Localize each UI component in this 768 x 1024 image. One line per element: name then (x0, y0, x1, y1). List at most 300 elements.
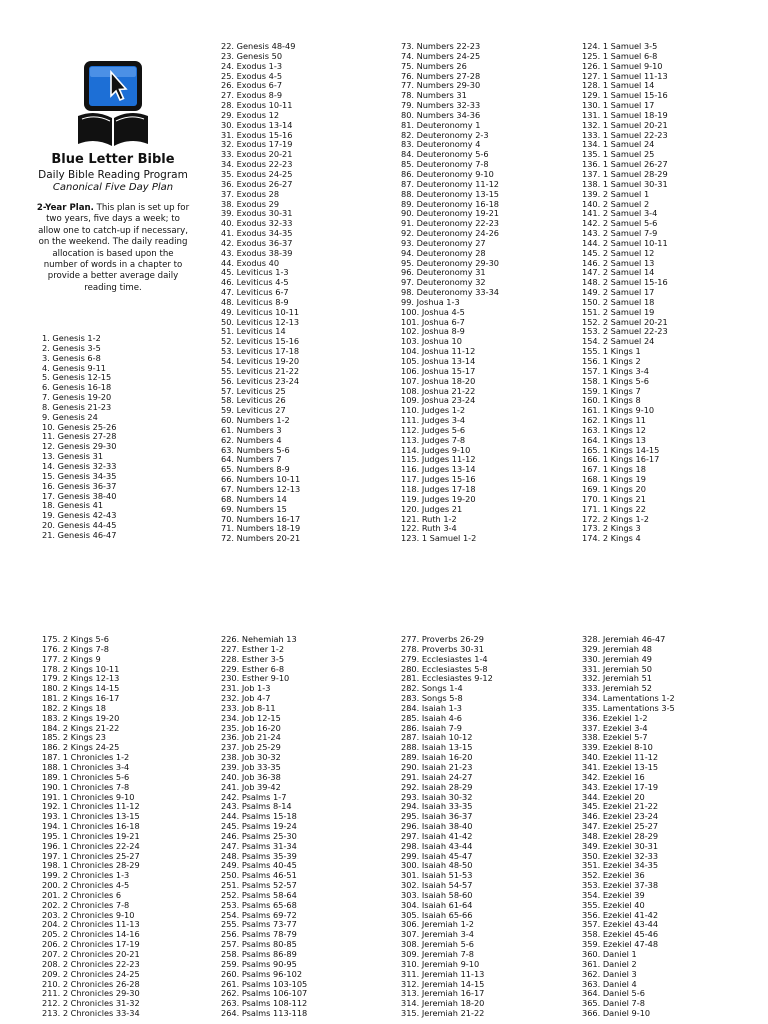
reading-entry: 25. Exodus 4-5 (221, 70, 283, 81)
reading-entry: 180. 2 Kings 14-15 (42, 683, 120, 694)
reading-entry: 46. Leviticus 4-5 (221, 277, 289, 288)
reading-entry: 238. Job 30-32 (221, 752, 281, 763)
reading-entry: 332. Jeremiah 51 (582, 673, 652, 684)
reading-entry: 278. Proverbs 30-31 (401, 643, 484, 654)
reading-entry: 26. Exodus 6-7 (221, 80, 283, 91)
reading-entry: 200. 2 Chronicles 4-5 (42, 880, 130, 891)
reading-entry: 241. Job 39-42 (221, 781, 281, 792)
reading-entry: 57. Leviticus 25 (221, 385, 286, 396)
reading-entry: 305. Isaiah 65-66 (401, 909, 473, 920)
reading-entry: 251. Psalms 52-57 (221, 880, 297, 891)
reading-entry: 126. 1 Samuel 9-10 (582, 60, 663, 71)
reading-entry: 336. Ezekiel 1-2 (582, 712, 648, 723)
reading-entry: 284. Isaiah 1-3 (401, 702, 462, 713)
reading-entry: 194. 1 Chronicles 16-18 (42, 821, 140, 832)
reading-entry: 106. Joshua 15-17 (401, 365, 476, 376)
reading-entry: 233. Job 8-11 (221, 702, 276, 713)
reading-entry: 356. Ezekiel 41-42 (582, 909, 659, 920)
reading-entry: 138. 1 Samuel 30-31 (582, 178, 668, 189)
reading-entry: 102. Joshua 8-9 (401, 326, 465, 337)
reading-entry: 191. 1 Chronicles 9-10 (42, 791, 135, 802)
reading-entry: 342. Ezekiel 16 (582, 771, 645, 782)
reading-entry: 198. 1 Chronicles 28-29 (42, 860, 140, 871)
reading-entry: 280. Ecclesiastes 5-8 (401, 663, 488, 674)
reading-entry: 13. Genesis 31 (42, 451, 104, 462)
reading-entry: 38. Exodus 29 (221, 198, 280, 209)
reading-entry: 297. Isaiah 41-42 (401, 830, 473, 841)
reading-entry: 300. Isaiah 48-50 (401, 860, 473, 871)
reading-entry: 161. 1 Kings 9-10 (582, 405, 655, 416)
reading-entry: 117. Judges 15-16 (401, 474, 476, 485)
reading-entry: 148. 2 Samuel 15-16 (582, 277, 668, 288)
reading-entry: 127. 1 Samuel 11-13 (582, 70, 668, 81)
reading-entry: 164. 1 Kings 13 (582, 434, 646, 445)
reading-entry: 60. Numbers 1-2 (221, 415, 290, 426)
reading-entry: 162. 1 Kings 11 (582, 415, 646, 426)
reading-entry: 151. 2 Samuel 19 (582, 306, 655, 317)
reading-entry: 187. 1 Chronicles 1-2 (42, 752, 130, 763)
reading-entry: 168. 1 Kings 19 (582, 474, 646, 485)
reading-entry: 79. Numbers 32-33 (401, 100, 481, 111)
reading-entry: 169. 1 Kings 20 (582, 483, 646, 494)
reading-entry: 120. Judges 21 (401, 503, 463, 514)
reading-entry: 303. Isaiah 58-60 (401, 889, 473, 900)
reading-entry: 354. Ezekiel 39 (582, 889, 645, 900)
reading-entry: 62. Numbers 4 (221, 434, 282, 445)
reading-entry: 69. Numbers 15 (221, 503, 287, 514)
reading-entry: 76. Numbers 27-28 (401, 70, 481, 81)
reading-entry: 132. 1 Samuel 20-21 (582, 119, 668, 130)
reading-entry: 308. Jeremiah 5-6 (401, 939, 474, 950)
reading-entry: 140. 2 Samuel 2 (582, 198, 650, 209)
reading-entry: 119. Judges 19-20 (401, 493, 476, 504)
reading-entry: 184. 2 Kings 21-22 (42, 722, 120, 733)
reading-entry: 159. 1 Kings 7 (582, 385, 641, 396)
reading-entry: 81. Deuteronomy 1 (401, 119, 481, 130)
reading-entry: 97. Deuteronomy 32 (401, 277, 486, 288)
reading-entry: 74. Numbers 24-25 (401, 50, 481, 61)
reading-entry: 95. Deuteronomy 29-30 (401, 257, 500, 268)
reading-entry: 114. Judges 9-10 (401, 444, 471, 455)
reading-entry: 22. Genesis 48-49 (221, 41, 296, 51)
reading-entry: 283. Songs 5-8 (401, 693, 463, 704)
reading-entry: 94. Deuteronomy 28 (401, 247, 486, 258)
reading-entry: 330. Jeremiah 49 (582, 653, 652, 664)
reading-entry: 63. Numbers 5-6 (221, 444, 290, 455)
reading-entry: 61. Numbers 3 (221, 424, 282, 435)
plan-desc-text: This plan is set up for two years, five days a week; to allow one to catch-up if necessary, on the weekend. The daily reading allocation is based upon the number of words in a chapter to provide a better average daily reading time. (38, 203, 190, 293)
reading-entry: 196. 1 Chronicles 22-24 (42, 840, 140, 851)
reading-entry: 182. 2 Kings 18 (42, 702, 106, 713)
reading-entry: 9. Genesis 24 (42, 411, 98, 422)
reading-entry: 234. Job 12-15 (221, 712, 281, 723)
reading-entry: 157. 1 Kings 3-4 (582, 365, 649, 376)
reading-entry: 29. Exodus 12 (221, 109, 280, 120)
bible-logo-icon (76, 58, 150, 150)
reading-entry: 181. 2 Kings 16-17 (42, 693, 120, 704)
reading-entry: 142. 2 Samuel 5-6 (582, 218, 658, 229)
reading-entry: 210. 2 Chronicles 26-28 (42, 978, 140, 989)
reading-entry: 158. 1 Kings 5-6 (582, 375, 649, 386)
reading-entry: 346. Ezekiel 23-24 (582, 811, 659, 822)
reading-entry: 133. 1 Samuel 22-23 (582, 129, 668, 140)
reading-entry: 312. Jeremiah 14-15 (401, 978, 485, 989)
reading-entry: 349. Ezekiel 30-31 (582, 840, 659, 851)
reading-entry: 309. Jeremiah 7-8 (401, 949, 474, 959)
reading-entry: 335. Lamentations 3-5 (582, 702, 675, 713)
reading-entry: 21. Genesis 46-47 (42, 529, 117, 540)
reading-entry: 100. Joshua 4-5 (401, 306, 465, 317)
reading-entry: 143. 2 Samuel 7-9 (582, 228, 658, 239)
reading-entry: 355. Ezekiel 40 (582, 899, 645, 910)
reading-entry: 364. Daniel 5-6 (582, 988, 645, 999)
plan-description (34, 203, 192, 294)
program-subtitle: Daily Bible Reading Program (38, 169, 188, 181)
reading-entry: 263. Psalms 108-112 (221, 998, 308, 1009)
reading-entry: 136. 1 Samuel 26-27 (582, 159, 668, 170)
reading-entry: 37. Exodus 28 (221, 188, 280, 199)
reading-entry: 165. 1 Kings 14-15 (582, 444, 660, 455)
reading-entry: 8. Genesis 21-23 (42, 401, 112, 412)
reading-entry: 358. Ezekiel 45-46 (582, 929, 659, 940)
reading-entry: 177. 2 Kings 9 (42, 653, 101, 664)
reading-entry: 239. Job 33-35 (221, 761, 281, 772)
app-title: Blue Letter Bible (51, 152, 175, 167)
reading-entry: 23. Genesis 50 (221, 50, 283, 61)
reading-entry: 134. 1 Samuel 24 (582, 139, 655, 150)
reading-entry: 178. 2 Kings 10-11 (42, 663, 120, 674)
reading-entry: 334. Lamentations 1-2 (582, 693, 675, 704)
reading-entry: 93. Deuteronomy 27 (401, 237, 486, 248)
reading-entry: 227. Esther 1-2 (221, 643, 285, 654)
reading-entry: 361. Daniel 2 (582, 958, 637, 969)
reading-entry: 298. Isaiah 43-44 (401, 840, 473, 851)
reading-entry: 33. Exodus 20-21 (221, 149, 293, 160)
reading-entry: 170. 1 Kings 21 (582, 493, 646, 504)
reading-entry: 172. 2 Kings 1-2 (582, 513, 649, 524)
reading-entry: 304. Isaiah 61-64 (401, 899, 473, 910)
reading-entry: 299. Isaiah 45-47 (401, 850, 473, 861)
reading-entry: 105. Joshua 13-14 (401, 356, 476, 366)
reading-entry: 70. Numbers 16-17 (221, 513, 301, 524)
reading-entry: 253. Psalms 65-68 (221, 899, 297, 910)
reading-entry: 286. Isaiah 7-9 (401, 722, 462, 733)
reading-entry: 277. Proverbs 26-29 (401, 634, 484, 644)
reading-entry: 211. 2 Chronicles 29-30 (42, 988, 140, 999)
reading-entry: 201. 2 Chronicles 6 (42, 889, 122, 900)
reading-entry: 139. 2 Samuel 1 (582, 188, 650, 199)
reading-entry: 91. Deuteronomy 22-23 (401, 218, 500, 229)
reading-entry: 212. 2 Chronicles 31-32 (42, 998, 140, 1009)
reading-entry: 110. Judges 1-2 (401, 405, 466, 416)
reading-entry: 86. Deuteronomy 9-10 (401, 168, 494, 179)
reading-entry: 260. Psalms 96-102 (221, 968, 303, 979)
reading-entry: 328. Jeremiah 46-47 (582, 634, 666, 644)
reading-entry: 228. Esther 3-5 (221, 653, 285, 664)
reading-entry: 281. Ecclesiastes 9-12 (401, 673, 493, 684)
reading-entry: 36. Exodus 26-27 (221, 178, 293, 189)
reading-entry: 331. Jeremiah 50 (582, 663, 652, 674)
reading-entry: 113. Judges 7-8 (401, 434, 466, 445)
reading-entry: 237. Job 25-29 (221, 742, 281, 753)
reading-entry: 292. Isaiah 28-29 (401, 781, 473, 792)
reading-entry: 56. Leviticus 23-24 (221, 375, 300, 386)
reading-entry: 247. Psalms 31-34 (221, 840, 297, 851)
reading-entry: 34. Exodus 22-23 (221, 159, 293, 170)
reading-entry: 131. 1 Samuel 18-19 (582, 109, 668, 120)
reading-entry: 359. Ezekiel 47-48 (582, 939, 659, 950)
reading-entry: 190. 1 Chronicles 7-8 (42, 781, 130, 792)
reading-entry: 236. Job 21-24 (221, 732, 281, 743)
reading-entry: 306. Jeremiah 1-2 (401, 919, 474, 930)
reading-entry: 30. Exodus 13-14 (221, 119, 293, 130)
reading-entry: 40. Exodus 32-33 (221, 218, 293, 229)
reading-entry: 340. Ezekiel 11-12 (582, 752, 659, 763)
reading-entry: 188. 1 Chronicles 3-4 (42, 761, 130, 772)
reading-entry: 264. Psalms 113-118 (221, 1008, 308, 1019)
reading-entry: 75. Numbers 26 (401, 60, 467, 71)
reading-entry: 68. Numbers 14 (221, 493, 287, 504)
reading-entry: 121. Ruth 1-2 (401, 513, 457, 524)
reading-entry: 128. 1 Samuel 14 (582, 80, 655, 91)
reading-entry: 287. Isaiah 10-12 (401, 732, 473, 743)
reading-entry: 307. Jeremiah 3-4 (401, 929, 474, 940)
reading-entry: 130. 1 Samuel 17 (582, 100, 655, 111)
reading-entry: 90. Deuteronomy 19-21 (401, 208, 500, 219)
reading-entry: 145. 2 Samuel 12 (582, 247, 655, 258)
reading-entry: 186. 2 Kings 24-25 (42, 742, 120, 753)
reading-entry: 204. 2 Chronicles 11-13 (42, 919, 140, 930)
reading-entry: 242. Psalms 1-7 (221, 791, 287, 802)
reading-entry: 122. Ruth 3-4 (401, 523, 457, 534)
reading-entry: 288. Isaiah 13-15 (401, 742, 473, 753)
reading-entry: 360. Daniel 1 (582, 949, 637, 959)
reading-entry: 89. Deuteronomy 16-18 (401, 198, 500, 209)
reading-entry: 12. Genesis 29-30 (42, 441, 117, 452)
reading-entry: 118. Judges 17-18 (401, 483, 476, 494)
reading-entry: 245. Psalms 19-24 (221, 821, 297, 832)
reading-entry: 314. Jeremiah 18-20 (401, 998, 485, 1009)
reading-entry: 343. Ezekiel 17-19 (582, 781, 659, 792)
reading-entry: 98. Deuteronomy 33-34 (401, 287, 500, 298)
reading-entry: 310. Jeremiah 9-10 (401, 958, 480, 969)
reading-entry: 208. 2 Chronicles 22-23 (42, 958, 140, 969)
reading-entry: 259. Psalms 90-95 (221, 958, 297, 969)
reading-entry: 155. 1 Kings 1 (582, 346, 641, 357)
reading-entry: 357. Ezekiel 43-44 (582, 919, 659, 930)
reading-entry: 49. Leviticus 10-11 (221, 306, 300, 317)
reading-entry: 141. 2 Samuel 3-4 (582, 208, 658, 219)
reading-entry: 366. Daniel 9-10 (582, 1008, 651, 1019)
reading-entry: 302. Isaiah 54-57 (401, 880, 473, 891)
reading-entry: 362. Daniel 3 (582, 968, 637, 979)
reading-entry: 262. Psalms 106-107 (221, 988, 308, 999)
reading-entry: 205. 2 Chronicles 14-16 (42, 929, 140, 940)
reading-entry: 65. Numbers 8-9 (221, 464, 290, 475)
reading-entry: 47. Leviticus 6-7 (221, 287, 289, 298)
reading-entry: 185. 2 Kings 23 (42, 732, 106, 743)
reading-entry: 14. Genesis 32-33 (42, 460, 117, 471)
reading-entry: 311. Jeremiah 11-13 (401, 968, 485, 979)
plan-name: Canonical Five Day Plan (52, 182, 174, 193)
reading-column-2 (221, 42, 300, 544)
reading-entry: 6. Genesis 16-18 (42, 382, 112, 393)
reading-entry: 50. Leviticus 12-13 (221, 316, 300, 327)
reading-entry: 329. Jeremiah 48 (582, 643, 652, 654)
reading-entry: 64. Numbers 7 (221, 454, 282, 465)
reading-entry: 11. Genesis 27-28 (42, 431, 117, 442)
reading-entry: 116. Judges 13-14 (401, 464, 476, 475)
reading-entry: 108. Joshua 21-22 (401, 385, 476, 396)
reading-entry: 107. Joshua 18-20 (401, 375, 476, 386)
reading-entry: 32. Exodus 17-19 (221, 139, 293, 150)
reading-entry: 88. Deuteronomy 13-15 (401, 188, 500, 199)
reading-entry: 72. Numbers 20-21 (221, 533, 301, 544)
reading-entry: 39. Exodus 30-31 (221, 208, 293, 219)
reading-entry: 27. Exodus 8-9 (221, 90, 283, 101)
reading-entry: 279. Ecclesiastes 1-4 (401, 653, 488, 664)
reading-entry: 197. 1 Chronicles 25-27 (42, 850, 140, 861)
reading-entry: 104. Joshua 11-12 (401, 346, 476, 357)
reading-entry: 163. 1 Kings 12 (582, 424, 646, 435)
reading-entry: 209. 2 Chronicles 24-25 (42, 968, 140, 979)
reading-entry: 252. Psalms 58-64 (221, 889, 297, 900)
reading-entry: 363. Daniel 4 (582, 978, 637, 989)
reading-entry: 249. Psalms 40-45 (221, 860, 297, 871)
reading-entry: 77. Numbers 29-30 (401, 80, 481, 91)
reading-entry: 345. Ezekiel 21-22 (582, 801, 659, 812)
reading-entry: 84. Deuteronomy 5-6 (401, 149, 489, 160)
reading-entry: 235. Job 16-20 (221, 722, 281, 733)
reading-entry: 4. Genesis 9-11 (42, 362, 107, 373)
header-block (34, 58, 192, 294)
reading-entry: 333. Jeremiah 52 (582, 683, 652, 694)
reading-entry: 296. Isaiah 38-40 (401, 821, 473, 832)
reading-entry: 3. Genesis 6-8 (42, 352, 101, 363)
reading-entry: 301. Isaiah 51-53 (401, 870, 473, 881)
reading-entry: 5. Genesis 12-15 (42, 372, 112, 383)
reading-entry: 353. Ezekiel 37-38 (582, 880, 659, 891)
reading-entry: 255. Psalms 73-77 (221, 919, 297, 930)
reading-entry: 96. Deuteronomy 31 (401, 267, 486, 278)
reading-entry: 282. Songs 1-4 (401, 683, 463, 694)
reading-entry: 85. Deuteronomy 7-8 (401, 159, 489, 170)
reading-entry: 192. 1 Chronicles 11-12 (42, 801, 140, 812)
reading-entry: 103. Joshua 10 (401, 336, 462, 347)
reading-entry: 58. Leviticus 26 (221, 395, 286, 406)
reading-entry: 175. 2 Kings 5-6 (42, 634, 109, 644)
reading-entry: 147. 2 Samuel 14 (582, 267, 655, 278)
reading-entry: 144. 2 Samuel 10-11 (582, 237, 668, 248)
reading-entry: 73. Numbers 22-23 (401, 41, 481, 51)
reading-entry: 28. Exodus 10-11 (221, 100, 293, 111)
reading-column-4 (582, 42, 668, 544)
reading-entry: 80. Numbers 34-36 (401, 109, 481, 120)
reading-entry: 52. Leviticus 15-16 (221, 336, 300, 347)
reading-entry: 244. Psalms 15-18 (221, 811, 297, 822)
reading-entry: 44. Exodus 40 (221, 257, 280, 268)
reading-entry: 257. Psalms 80-85 (221, 939, 297, 950)
reading-entry: 16. Genesis 36-37 (42, 480, 117, 491)
reading-entry: 337. Ezekiel 3-4 (582, 722, 648, 733)
reading-entry: 351. Ezekiel 34-35 (582, 860, 659, 871)
plan-lead: 2-Year Plan. (36, 203, 94, 213)
reading-entry: 45. Leviticus 1-3 (221, 267, 289, 278)
reading-entry: 295. Isaiah 36-37 (401, 811, 473, 822)
reading-entry: 256. Psalms 78-79 (221, 929, 297, 940)
reading-entry: 206. 2 Chronicles 17-19 (42, 939, 140, 950)
reading-entry: 344. Ezekiel 20 (582, 791, 645, 802)
reading-entry: 42. Exodus 36-37 (221, 237, 293, 248)
reading-entry: 10. Genesis 25-26 (42, 421, 117, 432)
reading-entry: 315. Jeremiah 21-22 (401, 1008, 485, 1019)
reading-entry: 167. 1 Kings 18 (582, 464, 646, 475)
reading-entry: 55. Leviticus 21-22 (221, 365, 300, 376)
reading-entry: 348. Ezekiel 28-29 (582, 830, 659, 841)
reading-entry: 207. 2 Chronicles 20-21 (42, 949, 140, 959)
reading-entry: 18. Genesis 41 (42, 500, 104, 511)
reading-entry: 92. Deuteronomy 24-26 (401, 228, 500, 239)
reading-entry: 189. 1 Chronicles 5-6 (42, 771, 130, 782)
reading-entry: 313. Jeremiah 16-17 (401, 988, 485, 999)
reading-entry: 153. 2 Samuel 22-23 (582, 326, 668, 337)
reading-entry: 19. Genesis 42-43 (42, 510, 117, 521)
reading-entry: 156. 1 Kings 2 (582, 356, 641, 366)
reading-entry: 171. 1 Kings 22 (582, 503, 646, 514)
reading-entry: 202. 2 Chronicles 7-8 (42, 899, 130, 910)
reading-entry: 1. Genesis 1-2 (42, 333, 101, 343)
reading-entry: 20. Genesis 44-45 (42, 520, 117, 531)
reading-entry: 293. Isaiah 30-32 (401, 791, 473, 802)
reading-entry: 150. 2 Samuel 18 (582, 296, 655, 307)
reading-entry: 199. 2 Chronicles 1-3 (42, 870, 130, 881)
reading-entry: 31. Exodus 15-16 (221, 129, 293, 140)
reading-entry: 48. Leviticus 8-9 (221, 296, 289, 307)
reading-entry: 179. 2 Kings 12-13 (42, 673, 120, 684)
reading-entry: 183. 2 Kings 19-20 (42, 712, 120, 723)
reading-column-1 (42, 334, 116, 541)
reading-entry: 350. Ezekiel 32-33 (582, 850, 659, 861)
reading-entry: 229. Esther 6-8 (221, 663, 285, 674)
reading-entry: 135. 1 Samuel 25 (582, 149, 655, 160)
reading-entry: 258. Psalms 86-89 (221, 949, 297, 959)
reading-entry: 7. Genesis 19-20 (42, 392, 112, 403)
reading-entry: 71. Numbers 18-19 (221, 523, 301, 534)
reading-entry: 152. 2 Samuel 20-21 (582, 316, 668, 327)
reading-entry: 338. Ezekiel 5-7 (582, 732, 648, 743)
reading-entry: 115. Judges 11-12 (401, 454, 476, 465)
reading-entry: 146. 2 Samuel 13 (582, 257, 655, 268)
reading-entry: 125. 1 Samuel 6-8 (582, 50, 658, 61)
reading-entry: 15. Genesis 34-35 (42, 470, 117, 481)
reading-entry: 41. Exodus 34-35 (221, 228, 293, 239)
reading-entry: 231. Job 1-3 (221, 683, 271, 694)
reading-entry: 254. Psalms 69-72 (221, 909, 297, 920)
reading-entry: 365. Daniel 7-8 (582, 998, 645, 1009)
reading-entry: 203. 2 Chronicles 9-10 (42, 909, 135, 920)
reading-entry: 347. Ezekiel 25-27 (582, 821, 659, 832)
reading-entry: 54. Leviticus 19-20 (221, 356, 300, 366)
reading-entry: 230. Esther 9-10 (221, 673, 290, 684)
reading-entry: 294. Isaiah 33-35 (401, 801, 473, 812)
reading-entry: 232. Job 4-7 (221, 693, 271, 704)
reading-column-7 (401, 635, 493, 1019)
reading-entry: 149. 2 Samuel 17 (582, 287, 655, 298)
reading-entry: 193. 1 Chronicles 13-15 (42, 811, 140, 822)
reading-entry: 290. Isaiah 21-23 (401, 761, 473, 772)
reading-entry: 226. Nehemiah 13 (221, 634, 297, 644)
reading-entry: 174. 2 Kings 4 (582, 533, 641, 544)
